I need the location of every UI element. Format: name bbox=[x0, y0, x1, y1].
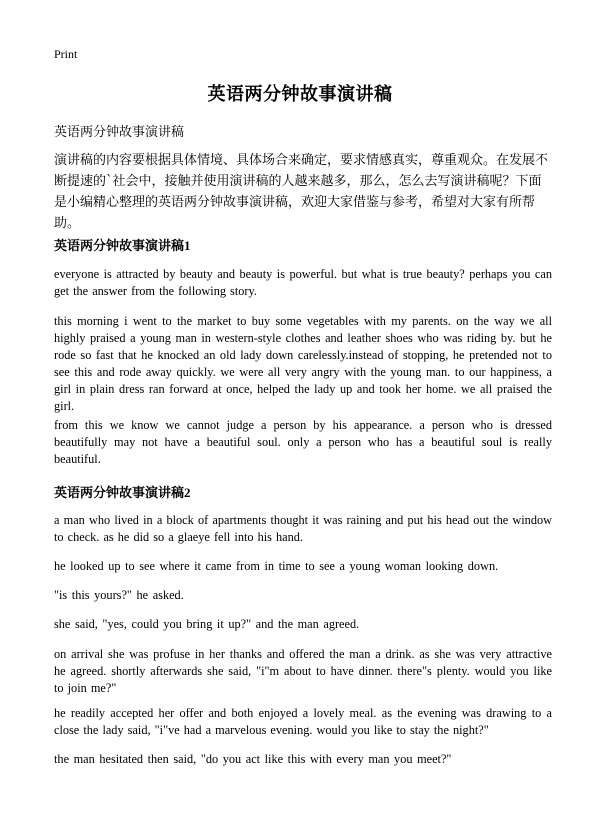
section2-paragraph-4: she said, "yes, could you bring it up?" and the man agreed. bbox=[54, 617, 360, 631]
section1-heading-number: 1 bbox=[184, 238, 191, 253]
section1-paragraph-2: this morning i went to the market to buy some vegetables with my parents. on the way we all highly praised a young man in western-style clothes and leather shoes who was riding by. but he rode so fast that he knocked an old lady down carelessly.instead of stopping, he pretended not to see this and rode away quickly. we were all very angry with the young man. to our happiness, a girl in plain dress ran forward at once, helped the lady up and took her home. we all praised the girl. bbox=[54, 314, 552, 413]
section2-paragraph-7: the man hesitated then said, "do you act like this with every man you meet?" bbox=[54, 752, 452, 766]
print-link[interactable]: Print bbox=[54, 47, 78, 61]
section2-paragraph-5: on arrival she was profuse in her thanks and offered the man a drink. as she was very attractive he agreed. shortly afterwards she said, "i"m about to have dinner. there"s plenty. would you like to join me?" bbox=[54, 647, 552, 695]
intro-paragraph: 演讲稿的内容要根据具体情境、具体场合来确定，要求情感真实，尊重观众。在发展不断提速的`社会中，接触并使用演讲稿的人越来越多，那么，怎么去写演讲稿呢？下面是小编精心整理的英语两分钟故事演讲稿，欢迎大家借鉴与参考，希望对大家有所帮助。 bbox=[54, 153, 549, 231]
section2-paragraph-1: a man who lived in a block of apartments thought it was raining and put his head out the window to check. as he did so a glaeye fell into his hand. bbox=[54, 513, 552, 544]
section1-heading-text: 英语两分钟故事演讲稿 bbox=[54, 239, 185, 254]
section2-paragraph-2: he looked up to see where it came from in time to see a young woman looking down. bbox=[54, 559, 499, 573]
document-subtitle: 英语两分钟故事演讲稿 bbox=[54, 125, 185, 140]
section2-heading-number: 2 bbox=[184, 485, 191, 500]
section1-paragraph-1: everyone is attracted by beauty and beauty is powerful. but what is true beauty? perhaps you can get the answer from the following story. bbox=[54, 267, 552, 298]
section2-heading bbox=[54, 482, 191, 501]
section2-paragraph-3: "is this yours?" he asked. bbox=[54, 588, 184, 602]
section2-heading-text: 英语两分钟故事演讲稿 bbox=[54, 486, 185, 501]
document-title: 英语两分钟故事演讲稿 bbox=[207, 84, 393, 105]
section1-heading bbox=[54, 235, 191, 254]
section2-paragraph-6: he readily accepted her offer and both enjoyed a lovely meal. as the evening was drawing to a close the lady said, "i"ve had a marvelous evening. would you like to stay the night?" bbox=[54, 706, 552, 737]
section1-paragraph-3: from this we know we cannot judge a person by his appearance. a person who is dressed beautifully may not have a beautiful soul. only a person who has a beautiful soul is really beautiful. bbox=[54, 418, 552, 466]
